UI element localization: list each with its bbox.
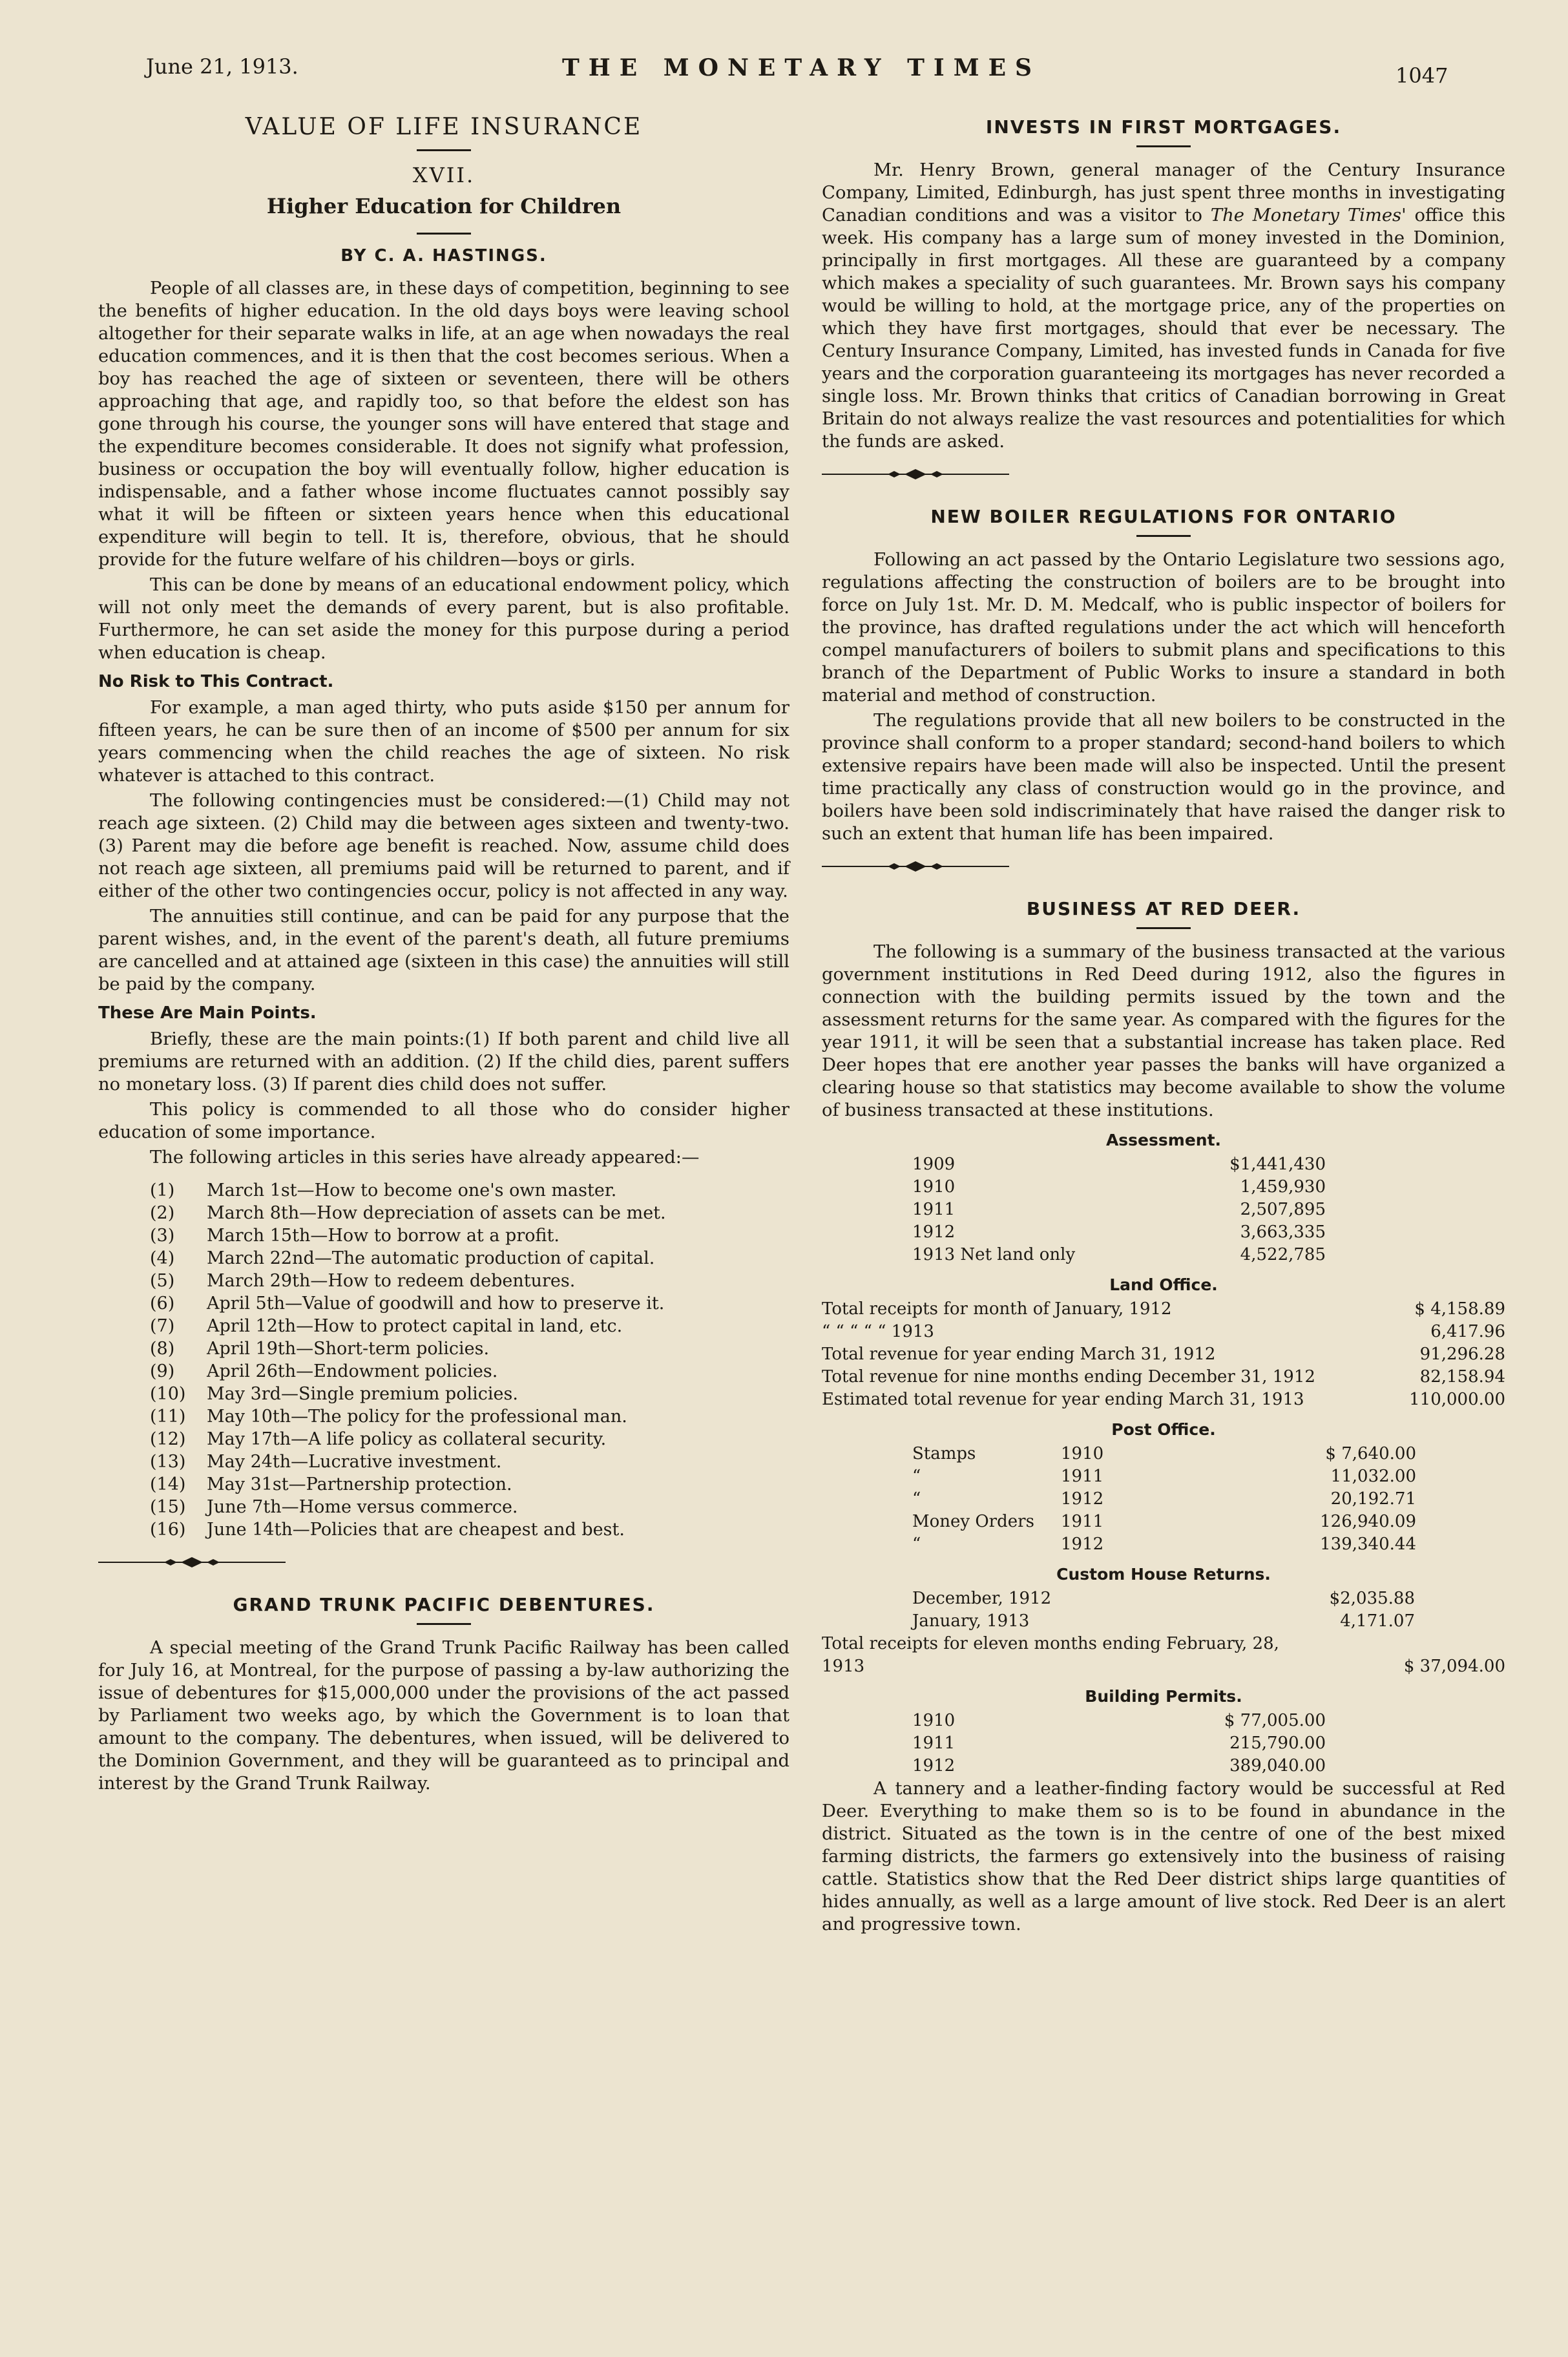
item-number: (15) <box>150 1497 186 1517</box>
title-rule <box>1136 927 1191 929</box>
mortgages-title: INVESTS IN FIRST MORTGAGES. <box>985 116 1342 138</box>
table-row <box>822 1366 1505 1388</box>
row-value: 3,663,335 <box>1240 1222 1326 1242</box>
table-row <box>912 1732 1326 1755</box>
red-deer-title: BUSINESS AT RED DEER. <box>1026 898 1301 919</box>
item-text: May 17th—A life policy as collateral security. <box>207 1429 607 1449</box>
item-text: May 10th—The policy for the professional man. <box>207 1407 627 1427</box>
row-value: 6,417.96 <box>1430 1322 1505 1341</box>
subtitle-rule <box>417 233 471 235</box>
title-rule <box>417 149 471 151</box>
paragraph: Following an act passed by the Ontario Legislature two sessions ago, regulations affecting the construction of boilers are to be brought into force on July 1st. Mr. D. M. Medcalf, who is public inspector of boilers for the province, has drafted regulations under the act which will henceforth compel manufacturers of boilers to submit plans and specifications to this branch of the Department of Public Works to insure a standard in both material and method of construction. <box>822 550 1505 706</box>
table-row <box>822 1610 1505 1633</box>
table-row <box>912 1244 1326 1266</box>
table-row <box>912 1755 1326 1777</box>
row-value: 82,158.94 <box>1419 1367 1505 1387</box>
italic-run: The Monetary Times' <box>1210 205 1406 225</box>
item-number: (14) <box>150 1474 186 1494</box>
assessment-table <box>912 1153 1326 1266</box>
paragraph: People of all classes are, in these days of competition, beginning to see the benefits of higher education. In the old days boys were leaving school altogether for their separate walks in life, at an age when nowadays the real education commences, and it is then that the cost becomes serious. When a boy has reached the age of sixteen or seventeen, there will be others approaching that age, and rapidly too, so that before the eldest son has gone through his course, the younger sons will have entered that stage and the expenditure becomes considerable. It does not signify what profession, business or occupation the boy will eventually follow, higher education is indispensable, and a father whose income fluctuates cannot possibly say what it will be fifteen or sixteen years hence when this educational expenditure will begin to tell. It is, therefore, obvious, that he should provide for the future welfare of his children—boys or girls. <box>98 278 789 570</box>
row-label: 1912 <box>912 1222 956 1242</box>
text-run: Mr. Henry Brown, general manager of the Century Insurance Company, Limited, Edinburgh, has just spent three months in investigating Canadian conditions and was a visitor to <box>822 160 1505 225</box>
row-value: $ 7,640.00 <box>1325 1444 1416 1463</box>
right-column <box>822 110 1505 1936</box>
row-label: “ <box>912 1535 921 1554</box>
list-item <box>150 1337 789 1360</box>
list-item <box>150 1405 789 1428</box>
row-label: January, 1913 <box>912 1611 1030 1631</box>
list-item <box>150 1247 789 1270</box>
left-column <box>98 110 789 1795</box>
table-row <box>912 1221 1326 1244</box>
article-list <box>98 1179 789 1541</box>
paragraph: A special meeting of the Grand Trunk Pacific Railway has been called for July 16, at Montreal, for the purpose of passing a by-law authorizing the issue of debentures for $15,000,000 under the provisions of the act passed by Parliament two weeks ago, by which the Government is to loan that amount to the company. The debentures, when issued, will be delivered to the Dominion Government, and they will be guaranteed as to principal and interest by the Grand Trunk Railway. <box>98 1638 789 1794</box>
byline: BY C. A. HASTINGS. <box>340 246 547 266</box>
table-row <box>912 1511 1416 1533</box>
row-value: 20,192.71 <box>1330 1489 1416 1509</box>
paragraph: Briefly, these are the main points:(1) If both parent and child live all premiums are returned with an addition. (2) If the child dies, parent suffers no monetary loss. (3) If parent dies child does not suffer. <box>98 1029 789 1095</box>
row-label: 1910 <box>912 1711 956 1730</box>
row-value: 110,000.00 <box>1409 1390 1505 1409</box>
row-label: December, 1912 <box>912 1589 1052 1608</box>
item-number: (10) <box>150 1384 186 1404</box>
customs-table <box>822 1587 1505 1678</box>
row-label: 1911 <box>912 1200 956 1219</box>
paragraph: A tannery and a leather-finding factory would be successful at Red Deer. Everything to make them so is to be found in abundance in the district. Situated as the town is in the centre of one of the best mixed farming districts, the farmers go extensively into the business of raising cattle. Statistics show that the Red Deer district ships large quantities of hides annually, as well as a large amount of live stock. Red Deer is an alert and progressive town. <box>822 1779 1505 1934</box>
list-item <box>150 1428 789 1451</box>
paragraph: The following is a summary of the business transacted at the various government institutions in Red Deed during 1912, also the figures in connection with the building permits issued by the town and the assessment returns for the same year. As compared with the figures for the year 1911, it will be seen that a substantial increase has taken place. Red Deer hopes that ere another year passes the banks will have organized a clearing house so that statistics may become available to show the volume of business transacted at these institutions. <box>822 942 1505 1120</box>
row-value: 126,940.09 <box>1320 1512 1416 1531</box>
row-value: $1,441,430 <box>1229 1155 1326 1174</box>
list-item <box>150 1292 789 1315</box>
table-row <box>822 1321 1505 1343</box>
item-text: March 8th—How depreciation of assets can be met. <box>207 1203 666 1223</box>
list-item <box>150 1179 789 1202</box>
title-rule <box>1136 145 1191 147</box>
item-text: April 12th—How to protect capital in land, etc. <box>207 1316 623 1336</box>
table-row <box>912 1176 1326 1199</box>
row-value: 139,340.44 <box>1320 1535 1416 1554</box>
row-label: “ “ “ “ “ 1913 <box>822 1322 934 1341</box>
paragraph <box>822 159 1505 453</box>
ornament-divider <box>822 465 1009 484</box>
table-row <box>912 1710 1326 1732</box>
paragraph: The following contingencies must be considered:—(1) Child may not reach age sixteen. (2) Child may die between ages sixteen and twenty-two. (3) Parent may die before age benefit is reached. Now, assume child does not reach age sixteen, all premiums paid will be returned to parent, and if either of the other two contingencies occur, policy is not affected in any way. <box>98 791 789 901</box>
publication-title: THE MONETARY TIMES <box>562 54 1041 81</box>
item-number: (4) <box>150 1248 175 1268</box>
item-text: March 22nd—The automatic production of capital. <box>207 1248 655 1268</box>
item-text: March 15th—How to borrow at a profit. <box>207 1226 559 1246</box>
row-year: 1911 <box>1061 1467 1104 1486</box>
row-year: 1912 <box>1061 1489 1104 1509</box>
item-text: March 29th—How to redeem debentures. <box>207 1271 576 1291</box>
row-value: $ 77,005.00 <box>1224 1711 1326 1730</box>
table-heading: Custom House Returns. <box>1056 1565 1271 1584</box>
table-row <box>822 1587 1505 1610</box>
row-label: 1911 <box>912 1734 956 1753</box>
table-row <box>912 1199 1326 1221</box>
land-office-table <box>822 1298 1505 1411</box>
item-number: (3) <box>150 1226 175 1246</box>
item-number: (5) <box>150 1271 175 1291</box>
row-value: 389,040.00 <box>1229 1756 1326 1776</box>
item-text: April 5th—Value of goodwill and how to preserve it. <box>207 1294 665 1314</box>
item-number: (13) <box>150 1452 186 1472</box>
paragraph: This policy is commended to all those who do consider higher education of some importance. <box>98 1100 789 1142</box>
row-label: Estimated total revenue for year ending March 31, 1913 <box>822 1390 1304 1409</box>
list-item <box>150 1270 789 1292</box>
row-label: 1909 <box>912 1155 956 1174</box>
row-value: 2,507,895 <box>1240 1200 1326 1219</box>
row-value: 4,171.07 <box>1340 1611 1415 1631</box>
item-number: (8) <box>150 1339 175 1359</box>
table-row <box>912 1443 1416 1465</box>
table-row <box>912 1153 1326 1176</box>
row-value: 11,032.00 <box>1330 1467 1416 1486</box>
list-item <box>150 1315 789 1337</box>
row-value: $2,035.88 <box>1329 1589 1415 1608</box>
item-number: (7) <box>150 1316 175 1336</box>
boiler-title: NEW BOILER REGULATIONS FOR ONTARIO <box>930 506 1397 527</box>
item-text: June 7th—Home versus commerce. <box>207 1497 518 1517</box>
paragraph: For example, a man aged thirty, who puts aside $150 per annum for fifteen years, he can be sure then of an income of $500 per annum for six years commencing when the child reaches the age of sixteen. No risk whatever is attached to this contract. <box>98 698 789 786</box>
row-label: Total receipts for eleven months ending February, 28, 1913 <box>822 1634 1279 1676</box>
grand-trunk-title: GRAND TRUNK PACIFIC DEBENTURES. <box>233 1594 655 1615</box>
article-subtitle: Higher Education for Children <box>266 194 622 218</box>
table-row <box>822 1298 1505 1321</box>
item-number: (11) <box>150 1407 186 1427</box>
list-item <box>150 1360 789 1383</box>
table-row <box>912 1465 1416 1488</box>
ornament-divider <box>98 1553 286 1572</box>
row-label: 1910 <box>912 1177 956 1197</box>
table-heading: Land Office. <box>1109 1275 1218 1294</box>
row-value: 1,459,930 <box>1240 1177 1326 1197</box>
list-item <box>150 1473 789 1496</box>
paragraph: The following articles in this series have already appeared:— <box>150 1147 700 1168</box>
text-run: office this week. His company has a large sum of money invested in the Dominion, principally in first mortgages. All these are guaranteed by a company which makes a speciality of such guarantees. Mr. Brown says his company would be willing to hold, at the mortgage price, any of the properties on which they have first mortgages, should that ever be necessary. The Century Insurance Company, Limited, has invested funds in Canada for five years and the corporation guaranteeing its mortgages has never recorded a single loss. Mr. Brown thinks that critics of Canadian borrowing in Great Britain do not always realize the vast resources and potentialities for which the funds are asked. <box>822 205 1506 452</box>
item-number: (2) <box>150 1203 175 1223</box>
row-value: 91,296.28 <box>1419 1345 1505 1364</box>
item-number: (16) <box>150 1520 186 1540</box>
building-permits-table <box>912 1710 1326 1777</box>
item-number: (6) <box>150 1294 175 1314</box>
row-label: “ <box>912 1467 921 1486</box>
table-heading: Assessment. <box>1105 1131 1222 1149</box>
row-label: “ <box>912 1489 921 1509</box>
row-year: 1911 <box>1061 1512 1104 1531</box>
section-heading: No Risk to This Contract. <box>98 672 334 691</box>
item-text: May 31st—Partnership protection. <box>207 1474 512 1494</box>
row-value: $ 37,094.00 <box>1403 1657 1505 1676</box>
table-row <box>912 1533 1416 1556</box>
row-label: 1912 <box>912 1756 956 1776</box>
paragraph: The annuities still continue, and can be paid for any purpose that the parent wishes, and, in the event of the parent's death, all future premiums are cancelled and at attained age (sixteen in this case) the annuities will still be paid by the company. <box>98 906 789 994</box>
item-number: (9) <box>150 1361 175 1381</box>
table-heading: Post Office. <box>1111 1420 1216 1439</box>
table-row <box>822 1388 1505 1411</box>
row-label: 1913 Net land only <box>912 1245 1076 1264</box>
row-value: 4,522,785 <box>1240 1245 1326 1264</box>
item-text: June 14th—Policies that are cheapest and best. <box>207 1520 625 1540</box>
row-label: Stamps <box>912 1444 976 1463</box>
ornament-divider <box>822 857 1009 876</box>
table-row <box>912 1488 1416 1511</box>
row-value: $ 4,158.89 <box>1414 1299 1505 1319</box>
item-text: April 26th—Endowment policies. <box>207 1361 498 1381</box>
item-text: April 19th—Short-term policies. <box>207 1339 490 1359</box>
table-heading: Building Permits. <box>1085 1687 1242 1706</box>
series-number: XVII. <box>412 163 476 187</box>
list-item <box>150 1451 789 1473</box>
list-item <box>150 1224 789 1247</box>
issue-date: June 21, 1913. <box>146 54 298 79</box>
row-label: Total receipts for month of January, 1912 <box>822 1299 1172 1319</box>
list-item <box>150 1496 789 1518</box>
item-number: (1) <box>150 1180 175 1200</box>
item-number: (12) <box>150 1429 186 1449</box>
item-text: May 24th—Lucrative investment. <box>207 1452 502 1472</box>
row-year: 1912 <box>1061 1535 1104 1554</box>
list-item <box>150 1202 789 1224</box>
list-item <box>150 1383 789 1405</box>
item-text: May 3rd—Single premium policies. <box>207 1384 518 1404</box>
table-row <box>822 1343 1505 1366</box>
row-label: Total revenue for nine months ending December 31, 1912 <box>822 1367 1315 1387</box>
section-heading: These Are Main Points. <box>98 1003 317 1023</box>
row-year: 1910 <box>1061 1444 1104 1463</box>
item-text: March 1st—How to become one's own master. <box>207 1180 617 1200</box>
row-label: Total revenue for year ending March 31, 1912 <box>822 1345 1216 1364</box>
table-row <box>822 1633 1505 1678</box>
post-office-table <box>912 1443 1416 1556</box>
paragraph: The regulations provide that all new boilers to be constructed in the province shall conform to a proper standard; second-hand boilers to which extensive repairs have been made will also be inspected. Until the present time practically any class of construction would go in the province, and boilers have been sold indiscriminately that have raised the danger risk to such an extent that human life has been impaired. <box>822 711 1505 844</box>
title-rule <box>1136 535 1191 537</box>
row-value: 215,790.00 <box>1229 1734 1326 1753</box>
row-label: Money Orders <box>912 1512 1034 1531</box>
title-rule <box>417 1623 471 1625</box>
list-item <box>150 1518 789 1541</box>
page-number: 1047 <box>1396 63 1448 88</box>
paragraph: This can be done by means of an educational endowment policy, which will not only meet the demands of every parent, but is also profitable. Furthermore, he can set aside the money for this purpose during a period when education is cheap. <box>98 575 789 663</box>
life-insurance-title: VALUE OF LIFE INSURANCE <box>245 114 643 140</box>
